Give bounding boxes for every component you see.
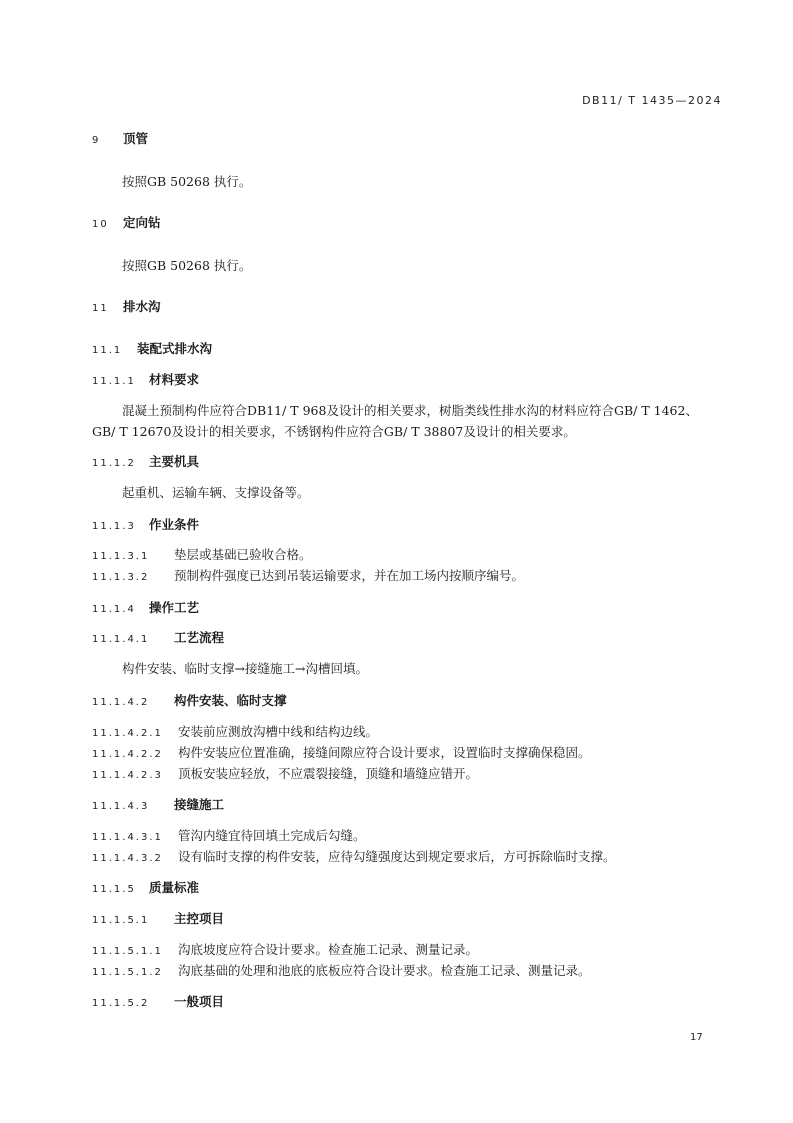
section-title: 定向钻 <box>123 215 161 230</box>
section-title: 主要机具 <box>149 454 200 469</box>
section-11-1-4-3-heading <box>92 797 224 815</box>
item-text: 设有临时支撑的构件安装，应待勾缝强度达到规定要求后，方可拆除临时支撑。 <box>178 849 616 864</box>
section-title: 一般项目 <box>174 994 225 1009</box>
list-item <box>92 849 616 867</box>
section-number: 11.1.4 <box>92 604 136 615</box>
section-number: 11.1.5 <box>92 884 136 895</box>
section-11-1-2-heading <box>92 454 199 472</box>
section-11-1-5-heading <box>92 880 199 898</box>
section-11-1-1-body-line2: GB/ T 12670及设计的相关要求，不锈钢构件应符合GB/ T 38807及设计的相关要求。 <box>92 424 576 439</box>
section-title: 主控项目 <box>174 911 225 926</box>
section-11-1-5-2-heading <box>92 994 224 1012</box>
section-10-body: 按照GB 50268 执行。 <box>122 258 252 273</box>
section-title: 排水沟 <box>123 299 161 314</box>
section-title: 顶管 <box>123 131 149 146</box>
section-title: 操作工艺 <box>149 600 200 615</box>
section-title: 材料要求 <box>149 372 200 387</box>
list-item <box>92 724 378 742</box>
list-item <box>92 942 478 960</box>
item-number: 11.1.4.3.2 <box>92 853 163 864</box>
item-text: 沟底坡度应符合设计要求。检查施工记录、测量记录。 <box>178 942 479 957</box>
list-item <box>92 568 524 586</box>
item-number: 11.1.5.1.2 <box>92 967 163 978</box>
section-number: 11.1.3 <box>92 521 136 532</box>
section-number: 10 <box>92 219 109 230</box>
section-11-1-4-1-heading <box>92 630 224 648</box>
section-number: 11 <box>92 303 109 314</box>
item-number: 11.1.4.2.2 <box>92 749 163 760</box>
section-title: 接缝施工 <box>174 797 225 812</box>
section-11-1-5-1-heading <box>92 911 224 929</box>
section-number: 9 <box>92 135 101 146</box>
section-title: 作业条件 <box>149 517 200 532</box>
item-number: 11.1.4.2.1 <box>92 728 163 739</box>
section-number: 11.1.4.3 <box>92 801 150 812</box>
section-11-heading <box>92 299 161 317</box>
item-text: 安装前应测放沟槽中线和结构边线。 <box>178 724 379 739</box>
section-11-1-4-2-heading <box>92 693 287 711</box>
item-text: 预制构件强度已达到吊装运输要求，并在加工场内按顺序编号。 <box>174 568 525 583</box>
item-number: 11.1.3.1 <box>92 551 150 562</box>
item-text: 沟底基础的处理和池底的底板应符合设计要求。检查施工记录、测量记录。 <box>178 963 591 978</box>
section-number: 11.1.4.2 <box>92 697 150 708</box>
item-text: 构件安装应位置准确，接缝间隙应符合设计要求，设置临时支撑确保稳固。 <box>178 745 591 760</box>
section-number: 11.1.1 <box>92 376 136 387</box>
section-number: 11.1.5.1 <box>92 915 150 926</box>
section-title: 装配式排水沟 <box>137 341 213 356</box>
item-number: 11.1.4.3.1 <box>92 832 163 843</box>
section-number: 11.1.5.2 <box>92 998 150 1009</box>
section-11-1-1-heading <box>92 372 199 390</box>
section-title: 工艺流程 <box>174 630 225 645</box>
standard-code-header: DB11/ T 1435—2024 <box>582 94 722 107</box>
item-number: 11.1.5.1.1 <box>92 946 163 957</box>
section-11-1-4-heading <box>92 600 199 618</box>
list-item <box>92 745 591 763</box>
section-number: 11.1 <box>92 345 123 356</box>
item-text: 管沟内缝宜待回填土完成后勾缝。 <box>178 828 366 843</box>
list-item <box>92 828 366 846</box>
section-10-heading <box>92 215 161 233</box>
section-11-1-2-body: 起重机、运输车辆、支撑设备等。 <box>122 485 310 500</box>
section-9-heading <box>92 131 148 149</box>
section-9-body: 按照GB 50268 执行。 <box>122 174 252 189</box>
section-number: 11.1.2 <box>92 458 136 469</box>
section-11-1-1-body-line1: 混凝土预制构件应符合DB11/ T 968及设计的相关要求，树脂类线性排水沟的材料应符合GB/ T 1462、 <box>122 403 698 418</box>
list-item <box>92 766 478 784</box>
item-text: 顶板安装应轻放，不应震裂接缝，顶缝和墙缝应错开。 <box>178 766 479 781</box>
item-number: 11.1.3.2 <box>92 572 150 583</box>
section-11-1-heading <box>92 341 212 359</box>
section-11-1-4-1-body: 构件安装、临时支撑→接缝施工→沟槽回填。 <box>122 661 368 676</box>
list-item <box>92 963 591 981</box>
section-title: 构件安装、临时支撑 <box>174 693 287 708</box>
item-number: 11.1.4.2.3 <box>92 770 163 781</box>
section-11-1-3-heading <box>92 517 199 535</box>
section-number: 11.1.4.1 <box>92 634 150 645</box>
list-item <box>92 547 312 565</box>
section-title: 质量标准 <box>149 880 200 895</box>
item-text: 垫层或基础已验收合格。 <box>174 547 312 562</box>
page-number: 17 <box>690 1032 703 1043</box>
